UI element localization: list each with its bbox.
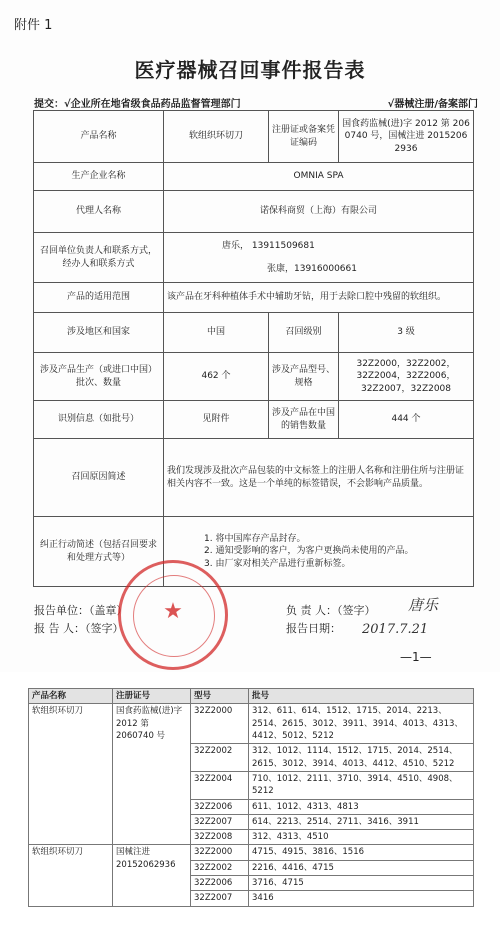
scope-label: 产品的适用范围 (34, 283, 164, 313)
col-reg: 注册证号 (113, 689, 191, 704)
row-batch: 312、4313、4510 (249, 830, 474, 845)
sales: 444 个 (339, 401, 474, 439)
manufacturer-label: 生产企业名称 (34, 163, 164, 191)
ident: 见附件 (164, 401, 269, 439)
group-product: 软组织环切刀 (29, 704, 113, 845)
col-batch: 批号 (249, 689, 474, 704)
row-model: 32Z2007 (191, 814, 249, 829)
level-label: 召回级别 (269, 313, 339, 353)
row-model: 32Z2008 (191, 830, 249, 845)
unit-label: 报告单位：（盖章） (34, 604, 128, 617)
col-product: 产品名称 (29, 689, 113, 704)
company-seal-stamp: ★ (118, 560, 228, 670)
level: 3 级 (339, 313, 474, 353)
row-batch: 611、1012、4313、4813 (249, 799, 474, 814)
group-product: 软组织环切刀 (29, 845, 113, 906)
contact-info (164, 233, 474, 283)
action-label: 纠正行动简述（包括召回要求和处理方式等） (34, 517, 164, 587)
model-line: 32Z2000，32Z2002， (356, 359, 456, 370)
row-model: 32Z2004 (191, 771, 249, 799)
table-row (29, 845, 474, 860)
submit-to-right: √器械注册/备案部门 (387, 99, 478, 110)
row-model: 32Z2002 (191, 860, 249, 875)
agent-label: 代理人名称 (34, 191, 164, 233)
model-line: 32Z2004，32Z2006， (356, 371, 456, 382)
region: 中国 (164, 313, 269, 353)
row-batch: 312、1012、1114、1512、1715、2014、2514、2615、3012、3914、4013、4412、4510、5212 (249, 744, 474, 772)
sales-label: 涉及产品在中国的销售数量 (269, 401, 339, 439)
product-name-label: 产品名称 (34, 111, 164, 163)
region-label: 涉及地区和国家 (34, 313, 164, 353)
model-line: 32Z2007，32Z2008 (360, 383, 452, 394)
reg-no-label: 注册证或备案凭证编码 (269, 111, 339, 163)
batches: 462 个 (164, 353, 269, 401)
date-signature: 2017.7.21 (362, 622, 429, 637)
batch-table-header (29, 689, 474, 704)
head-label: 负 责 人：（签字） (286, 604, 376, 617)
table-row (29, 704, 474, 744)
row-model: 32Z2000 (191, 704, 249, 744)
batches-label: 涉及产品生产（或进口中国）批次、数量 (34, 353, 164, 401)
row-model: 32Z2000 (191, 845, 249, 860)
row-batch: 614、2213、2514、2711、3416、3911 (249, 814, 474, 829)
col-model: 型号 (191, 689, 249, 704)
reason-label: 召回原因简述 (34, 439, 164, 517)
action-item: 1. 将中国库存产品封存。 (204, 534, 306, 545)
action-item: 2. 通知受影响的客户，为客户更换尚未使用的产品。 (204, 546, 414, 557)
model-label: 涉及产品型号、规格 (269, 353, 339, 401)
action-item: 3. 由厂家对相关产品进行重新标签。 (204, 558, 351, 569)
report-form (33, 110, 474, 587)
product-name: 软组织环切刀 (164, 111, 269, 163)
ident-label: 识别信息（如批号） (34, 401, 164, 439)
group-reg: 国食药监械(进)字 2012 第 2060740 号 (113, 704, 191, 845)
page-title: 医疗器械召回事件报告表 (134, 58, 366, 82)
row-batch: 3416 (249, 891, 474, 906)
contact-label: 召回单位负责人和联系方式，经办人和联系方式 (34, 233, 164, 283)
row-batch: 2216、4416、4715 (249, 860, 474, 875)
attachment-label: 附件 1 (14, 18, 53, 33)
contact-2: 张康，13916000661 (267, 263, 357, 274)
row-batch: 710、1012、2111、3710、3914、4510、4908、5212 (249, 771, 474, 799)
row-batch: 3716、4715 (249, 876, 474, 891)
row-model: 32Z2007 (191, 891, 249, 906)
page-number: —1— (400, 650, 432, 664)
agent: 诺保科商贸（上海）有限公司 (164, 191, 474, 233)
reporter-label: 报 告 人：（签字） (34, 622, 124, 635)
date-label: 报告日期： (286, 622, 341, 635)
row-model: 32Z2002 (191, 744, 249, 772)
row-batch: 4715、4915、3816、1516 (249, 845, 474, 860)
manufacturer: OMNIA SPA (164, 163, 474, 191)
head-signature: 唐乐 (408, 596, 439, 614)
reason: 我们发现涉及批次产品包装的中文标签上的注册人名称和注册住所与注册证相关内容不一致。这是一个单纯的标签错误，不会影响产品质量。 (164, 439, 474, 517)
submit-to: 提交：√企业所在地省级食品药品监督管理部门 (34, 99, 241, 110)
row-model: 32Z2006 (191, 799, 249, 814)
reg-no: 国食药监械(进)字 2012 第 2060740 号，国械注进 20152062936 (339, 111, 474, 163)
group-reg: 国械注进 20152062936 (113, 845, 191, 906)
row-batch: 312、611、614、1512、1715、2014、2213、2514、2615、3012、3911、3914、4013、4313、4412、5012、5212 (249, 704, 474, 744)
scope: 该产品在牙科种植体手术中辅助牙钻，用于去除口腔中残留的软组织。 (164, 283, 474, 313)
row-model: 32Z2006 (191, 876, 249, 891)
batch-table (28, 688, 474, 907)
contact-1: 唐乐， 13911509681 (222, 241, 315, 252)
models (339, 353, 474, 401)
